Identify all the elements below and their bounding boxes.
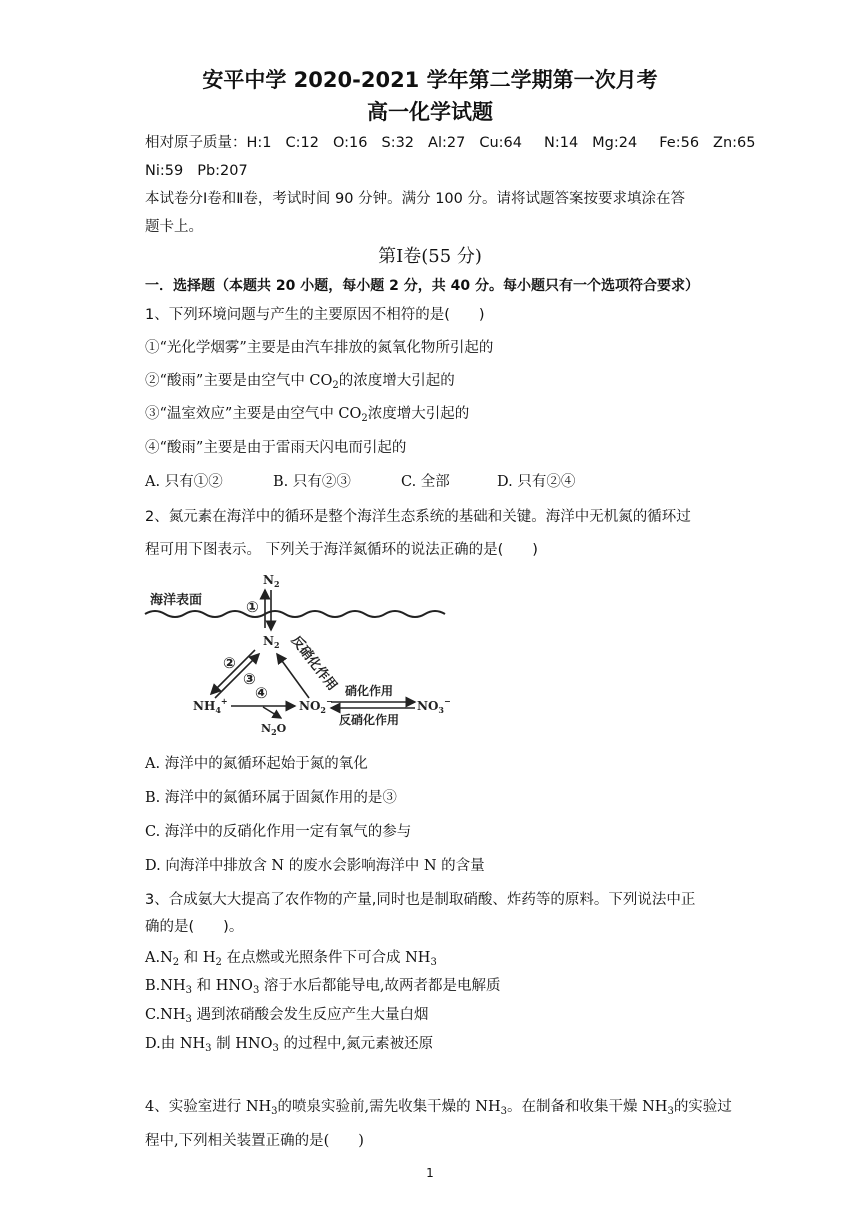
q4-stem-line1 xyxy=(145,1097,732,1117)
q1-option-b[interactable]: B. 只有②③ xyxy=(273,474,351,490)
subscript: 3 xyxy=(185,985,192,996)
q1-option-c[interactable]: C. 全部 xyxy=(401,474,450,490)
q1-option-a[interactable]: A. 只有①② xyxy=(145,474,223,490)
atomic-mass: Pb:207 xyxy=(197,163,248,179)
subscript: 3 xyxy=(271,1106,278,1117)
atomic-mass: Cu:64 xyxy=(479,135,522,151)
text: 溶于水后都能导电,故两者都是电解质 xyxy=(259,978,501,994)
text: 遇到浓硝酸会发生反应产生大量白烟 xyxy=(191,1007,429,1023)
q1-option-d[interactable]: D. 只有②④ xyxy=(497,474,576,490)
q2-stem-line1: 2、氮元素在海洋中的循环是整个海洋生态系统的基础和关键。海洋中无机氮的循环过 xyxy=(145,509,691,525)
atomic-mass: Mg:24 xyxy=(592,135,638,151)
atomic-masses-line1 xyxy=(145,133,770,153)
atomic-mass: O:16 xyxy=(332,135,368,151)
subscript: 3 xyxy=(205,1043,212,1054)
instructions-line1: 本试卷分Ⅰ卷和Ⅱ卷，考试时间 90 分钟。满分 100 分。请将试题答案按要求填涂在答 xyxy=(145,191,685,207)
atomic-masses-label: 相对原子质量： xyxy=(145,135,247,151)
atomic-mass: Ni:59 xyxy=(145,163,184,179)
sea-surface-wave xyxy=(145,611,445,617)
atomic-masses-line2 xyxy=(145,161,262,181)
instructions-line2: 题卡上。 xyxy=(145,219,203,235)
no3-label: $NO_3^-$ xyxy=(417,696,451,715)
subscript: 3 xyxy=(667,1106,674,1117)
nitrify-label: 硝化作用 xyxy=(345,684,394,698)
exam-title: 安平中学 2020-2021 学年第二学期第一次月考 xyxy=(202,68,658,92)
q2-option-d[interactable]: D. 向海洋中排放含 N 的废水会影响海洋中 N 的含量 xyxy=(145,858,485,874)
page-number: 1 xyxy=(426,1166,434,1180)
n2o-label: $N_2O$ xyxy=(261,722,287,737)
q2-stem-line2: 程可用下图表示。 下列关于海洋氮循环的说法正确的是( ) xyxy=(145,542,538,558)
q3-option-b[interactable] xyxy=(145,976,501,996)
text: 的浓度增大引起的 xyxy=(338,373,455,389)
q1-statement-2 xyxy=(145,371,455,391)
text: 在点燃或光照条件下可合成 NH xyxy=(221,950,431,966)
q1-statement-3 xyxy=(145,404,469,424)
subscript: 3 xyxy=(500,1106,507,1117)
atomic-mass: N:14 xyxy=(543,135,579,151)
atomic-mass: Al:27 xyxy=(428,135,466,151)
q3-stem-line1: 3、合成氨大大提高了农作物的产量,同时也是制取硝酸、炸药等的原料。下列说法中正 xyxy=(145,892,696,908)
subscript: 2 xyxy=(215,957,222,968)
subscript: 3 xyxy=(185,1014,192,1025)
nitrogen-cycle-diagram xyxy=(145,570,451,740)
step-1-label: ① xyxy=(246,598,259,616)
subscript: 2 xyxy=(172,957,180,968)
q4-stem-line2: 程中,下列相关装置正确的是( ) xyxy=(145,1133,364,1149)
atomic-mass: Fe:56 xyxy=(659,135,700,151)
denitrify-diag-label: 反硝化作用 xyxy=(287,633,340,694)
q1-statement-1: ①“光化学烟雾”主要是由汽车排放的氮氧化物所引起的 xyxy=(145,340,494,356)
q2-option-a[interactable]: A. 海洋中的氮循环起始于氮的氧化 xyxy=(145,756,368,772)
text: 的实验过 xyxy=(673,1099,732,1115)
step-2-label: ② xyxy=(223,654,236,672)
n2-top-label: $N_2$ xyxy=(263,573,280,589)
q1-stem: 1、下列环境问题与产生的主要原因不相符的是( ) xyxy=(145,307,485,323)
q3-option-a[interactable] xyxy=(145,948,437,968)
text: 浓度增大引起的 xyxy=(367,406,470,422)
q1-options xyxy=(145,472,625,492)
section-title: 一．选择题（本题共 20 小题，每小题 2 分，共 40 分。每小题只有一个选项符合要求） xyxy=(145,278,699,294)
text: A.N xyxy=(145,950,173,966)
text: 。在制备和收集干燥 NH xyxy=(506,1099,668,1115)
text: ③“温室效应”主要是由空气中 CO xyxy=(145,406,362,422)
text: 4、实验室进行 NH xyxy=(145,1099,272,1115)
subscript: 3 xyxy=(272,1043,279,1054)
q1-statement-4: ④“酸雨”主要是由于雷雨天闪电而引起的 xyxy=(145,440,407,456)
text: 和 H xyxy=(179,950,216,966)
atomic-mass: C:12 xyxy=(285,135,319,151)
step-3-label: ③ xyxy=(243,670,256,688)
q3-stem-line2: 确的是( )。 xyxy=(145,919,244,935)
q3-option-c[interactable] xyxy=(145,1005,429,1025)
text: 的过程中,氮元素被还原 xyxy=(278,1036,434,1052)
subscript: 2 xyxy=(361,413,368,424)
atomic-mass: S:32 xyxy=(381,135,415,151)
text: 和 HNO xyxy=(191,978,253,994)
text: ②“酸雨”主要是由空气中 CO xyxy=(145,373,333,389)
nh4-label: $NH_4^+$ xyxy=(193,696,228,715)
text: D.由 NH xyxy=(145,1036,206,1052)
text: C.NH xyxy=(145,1007,186,1023)
denitrify-label: 反硝化作用 xyxy=(339,713,400,727)
subscript: 2 xyxy=(332,380,339,391)
q2-option-c[interactable]: C. 海洋中的反硝化作用一定有氧气的参与 xyxy=(145,824,412,840)
subscript: 3 xyxy=(430,957,437,968)
sea-surface-label: 海洋表面 xyxy=(150,593,203,608)
atomic-mass: H:1 xyxy=(246,135,272,151)
step-4-label: ④ xyxy=(255,684,268,702)
text: B.NH xyxy=(145,978,186,994)
part1-heading: 第Ⅰ卷(55 分) xyxy=(378,246,482,267)
atomic-mass: Zn:65 xyxy=(713,135,756,151)
exam-subtitle: 高一化学试题 xyxy=(367,100,493,124)
subscript: 3 xyxy=(252,985,260,996)
n2-mid-label: $N_2$ xyxy=(263,634,280,650)
no2-label: $NO_2^-$ xyxy=(299,696,333,715)
q3-option-d[interactable] xyxy=(145,1034,433,1054)
text: 的喷泉实验前,需先收集干燥的 NH xyxy=(277,1099,501,1115)
text: 制 HNO xyxy=(211,1036,273,1052)
arrow-to-n2o xyxy=(263,707,281,718)
q2-option-b[interactable]: B. 海洋中的氮循环属于固氮作用的是③ xyxy=(145,790,397,806)
